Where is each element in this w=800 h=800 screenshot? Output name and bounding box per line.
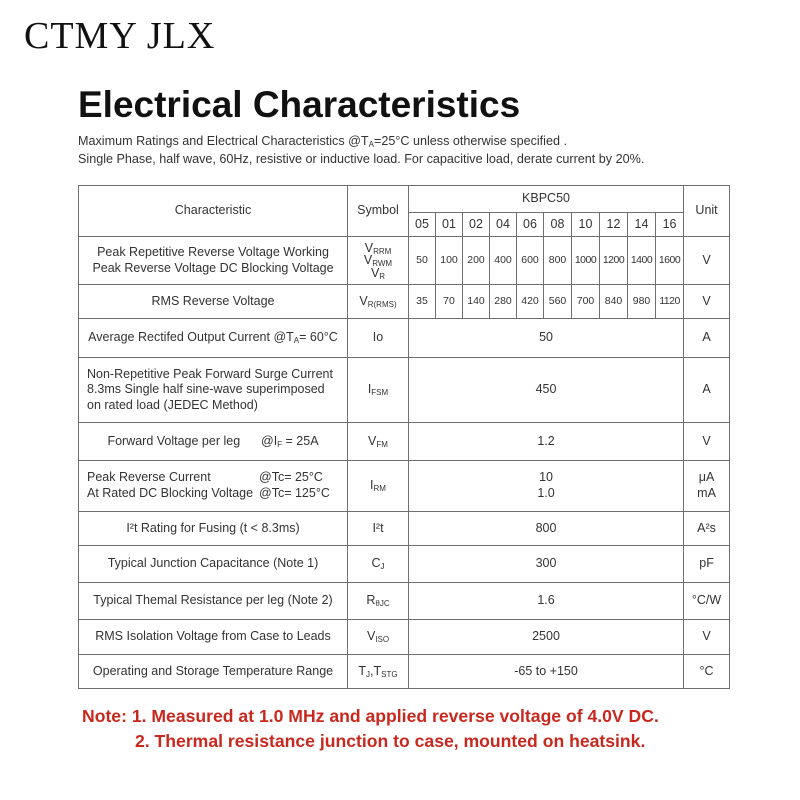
characteristic-cell: Operating and Storage Temperature Range xyxy=(79,655,348,689)
header-characteristic: Characteristic xyxy=(79,186,348,237)
unit-cell: V xyxy=(684,285,730,319)
variant-cell: 12 xyxy=(600,213,628,237)
characteristic-cell: Non-Repetitive Peak Forward Surge Current 8.3ms Single half sine-wave superimposed on rated load (JEDEC Method) xyxy=(79,358,348,423)
variant-cell: 14 xyxy=(628,213,656,237)
value-cell: 400 xyxy=(490,237,517,285)
characteristic-cell: Peak Reverse Current @Tc= 25°C At Rated DC Blocking Voltage @Tc= 125°C xyxy=(79,461,348,512)
value-cell: 140 xyxy=(463,285,490,319)
table-row xyxy=(79,423,730,461)
symbol-cell: $T_J,T_{STG}$ xyxy=(348,655,409,689)
variant-cell: 01 xyxy=(436,213,463,237)
symbol-cell: $V_{ISO}$ xyxy=(348,620,409,655)
unit-cell: A xyxy=(684,358,730,423)
characteristic-cell: Forward Voltage per leg $@I_F = 25A$ xyxy=(79,423,348,461)
note-line-2: 2. Thermal resistance junction to case, mounted on heatsink. xyxy=(135,731,646,751)
table-row xyxy=(79,237,730,285)
symbol-cell: $V_{R(RMS)}$ xyxy=(348,285,409,319)
characteristic-cell: I²t Rating for Fusing (t < 8.3ms) xyxy=(79,512,348,546)
characteristic-cell: Average Rectifed Output Current $@T_A= 60^\circ C$ xyxy=(79,319,348,358)
table-row xyxy=(79,512,730,546)
symbol-cell: $C_J$ xyxy=(348,546,409,583)
table-row xyxy=(79,358,730,423)
symbol-cell: $R_{\theta JC}$ xyxy=(348,583,409,620)
unit-cell: pF xyxy=(684,546,730,583)
value-cell: 10 1.0 xyxy=(409,461,684,512)
subtitle-line-2: Single Phase, half wave, 60Hz, resistive or inductive load. For capacitive load, derate current by 20%. xyxy=(78,152,645,166)
symbol-cell: $V_{FM}$ xyxy=(348,423,409,461)
value-cell: 300 xyxy=(409,546,684,583)
header-part-number: KBPC50 xyxy=(409,186,684,213)
value-cell: 100 xyxy=(436,237,463,285)
unit-cell: V xyxy=(684,237,730,285)
variant-cell: 10 xyxy=(572,213,600,237)
table-header-row xyxy=(79,186,730,213)
symbol-cell: $I_{FSM}$ xyxy=(348,358,409,423)
value-cell: 1.2 xyxy=(409,423,684,461)
table-row xyxy=(79,620,730,655)
table-row xyxy=(79,583,730,620)
header-symbol: Symbol xyxy=(348,186,409,237)
value-cell: 50 xyxy=(409,319,684,358)
value-cell: 1120 xyxy=(656,285,684,319)
value-cell: 450 xyxy=(409,358,684,423)
unit-cell: A²s xyxy=(684,512,730,546)
value-cell: 1600 xyxy=(656,237,684,285)
table-row xyxy=(79,461,730,512)
variant-cell: 05 xyxy=(409,213,436,237)
value-cell: 840 xyxy=(600,285,628,319)
value-cell: 700 xyxy=(572,285,600,319)
value-cell: 560 xyxy=(544,285,572,319)
value-cell: 50 xyxy=(409,237,436,285)
unit-cell: °C/W xyxy=(684,583,730,620)
value-cell: 1200 xyxy=(600,237,628,285)
value-cell: 420 xyxy=(517,285,544,319)
note-line-1: Note: 1. Measured at 1.0 MHz and applied reverse voltage of 4.0V DC. xyxy=(82,706,659,726)
variant-cell: 02 xyxy=(463,213,490,237)
symbol-cell: I²t xyxy=(348,512,409,546)
value-cell: 1.6 xyxy=(409,583,684,620)
table-row xyxy=(79,546,730,583)
characteristic-cell: RMS Reverse Voltage xyxy=(79,285,348,319)
variant-cell: 06 xyxy=(517,213,544,237)
page-title: Electrical Characteristics xyxy=(78,84,521,125)
table-row xyxy=(79,319,730,358)
variant-cell: 16 xyxy=(656,213,684,237)
value-cell: 70 xyxy=(436,285,463,319)
value-cell: 1000 xyxy=(572,237,600,285)
characteristic-cell: Typical Themal Resistance per leg (Note 2) xyxy=(79,583,348,620)
value-cell: -65 to +150 xyxy=(409,655,684,689)
value-cell: 1400 xyxy=(628,237,656,285)
value-cell: 980 xyxy=(628,285,656,319)
variant-cell: 08 xyxy=(544,213,572,237)
header-unit: Unit xyxy=(684,186,730,237)
table-row xyxy=(79,285,730,319)
unit-cell: V xyxy=(684,423,730,461)
spec-table xyxy=(78,185,730,689)
unit-cell: °C xyxy=(684,655,730,689)
table-row xyxy=(79,655,730,689)
unit-cell: A xyxy=(684,319,730,358)
brand-logo-text: CTMY JLX xyxy=(24,15,216,57)
symbol-cell: $I_{RM}$ xyxy=(348,461,409,512)
unit-cell: μA mA xyxy=(684,461,730,512)
unit-cell: V xyxy=(684,620,730,655)
characteristic-cell: Typical Junction Capacitance (Note 1) xyxy=(79,546,348,583)
value-cell: 600 xyxy=(517,237,544,285)
subtitle-line-1: Maximum Ratings and Electrical Characteristics $@T_A=25^\circ C$ unless otherwise specified . xyxy=(78,134,567,149)
characteristic-cell: Peak Repetitive Reverse Voltage Working Peak Reverse Voltage DC Blocking Voltage xyxy=(79,237,348,285)
symbol-cell: Io xyxy=(348,319,409,358)
characteristic-cell: RMS Isolation Voltage from Case to Leads xyxy=(79,620,348,655)
value-cell: 35 xyxy=(409,285,436,319)
value-cell: 200 xyxy=(463,237,490,285)
value-cell: 280 xyxy=(490,285,517,319)
value-cell: 800 xyxy=(409,512,684,546)
symbol-cell: $V_{RRM}$ $V_{RWM}$ $V_R$ xyxy=(348,237,409,285)
value-cell: 2500 xyxy=(409,620,684,655)
value-cell: 800 xyxy=(544,237,572,285)
variant-cell: 04 xyxy=(490,213,517,237)
